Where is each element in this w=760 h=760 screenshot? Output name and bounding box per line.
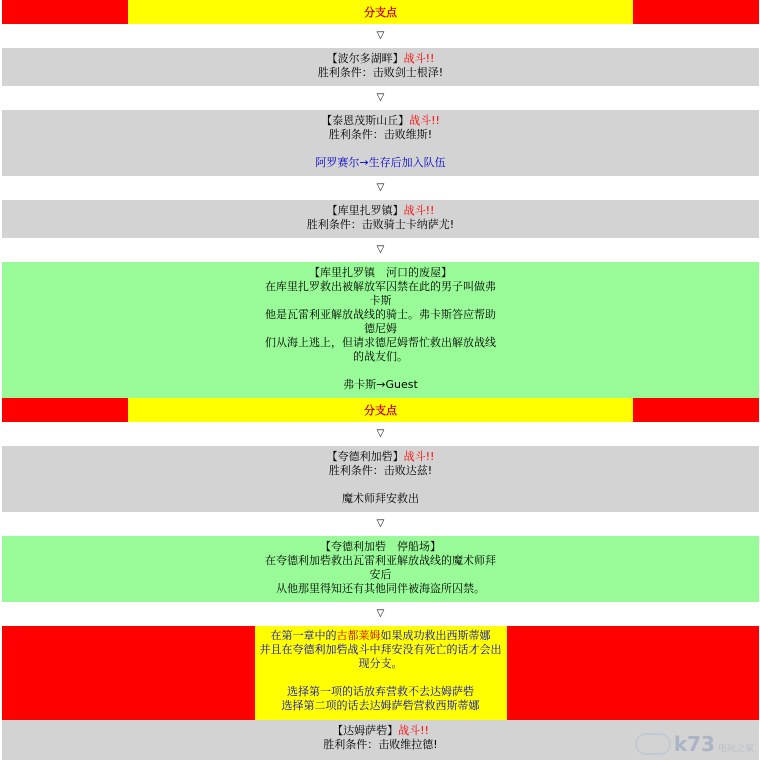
- highlight-place: 古都莱姆: [336, 629, 381, 642]
- gamepad-icon: [635, 733, 671, 755]
- stage-place: 【达姆萨砦】: [332, 724, 399, 737]
- event-text-2: 他是瓦雷利亚解放战线的骑士。弗卡斯答应帮助德尼姆: [265, 308, 496, 335]
- event-text-1: 在夸德利加砦救出瓦雷利亚解放战线的魔术师拜安后: [265, 554, 496, 581]
- event-kurizaro-ruined-house: [2, 262, 759, 398]
- victory-condition: 胜利条件：击败维斯!: [328, 128, 433, 141]
- victory-condition: 胜利条件：击败剑士根泽!: [317, 66, 444, 79]
- branch-condition-text: 并且在夸德利加砦战斗中拜安没有死亡的话才会出现分支。: [259, 643, 502, 670]
- branch-point-label: 分支点: [128, 398, 633, 422]
- event-text-2: 从他那里得知还有其他同伴被海盗所囚禁。: [276, 582, 485, 595]
- branch-point-band: [2, 398, 759, 422]
- event-text-3: 们从海上逃上，但请求德尼姆帮忙救出解放战线的战友们。: [265, 336, 496, 363]
- down-arrow-icon: ▽: [2, 86, 759, 110]
- event-title: 【夸德利加砦 停船场】: [320, 540, 441, 553]
- site-watermark: [635, 732, 754, 756]
- event-text-1: 在库里扎罗救出被解放军囚禁在此的男子叫做弗卡斯: [265, 280, 496, 307]
- stage-place: 【波尔多湖畔】: [326, 52, 404, 65]
- stage-place: 【泰恩茂斯山丘】: [321, 114, 410, 127]
- stage-bordeaux-lakeside: [2, 48, 759, 86]
- rescue-note: 魔术师拜安救出: [342, 492, 419, 505]
- battle-tag: 战斗!!: [403, 52, 435, 65]
- battle-tag: 战斗!!: [403, 450, 435, 463]
- branch-condition-box: 在第一章中的古都莱姆如果成功救出西斯蒂娜 并且在夸德利加砦战斗中拜安没有死亡的话才会出现分支。 选择第一项的话放弃营救不去达姆萨砦 选择第二项的话去达姆萨砦营救西斯蒂娜: [2, 626, 759, 720]
- stage-quadriga-fort: [2, 446, 759, 512]
- battle-tag: 战斗!!: [403, 204, 435, 217]
- event-quadriga-dock: [2, 536, 759, 602]
- stage-tynemouth-hill: [2, 110, 759, 176]
- branch-point-label: 分支点: [128, 0, 633, 24]
- walkthrough-flowchart: [2, 0, 759, 760]
- stage-place: 【夸德利加砦】: [326, 450, 404, 463]
- watermark-brand: k73: [673, 732, 715, 756]
- down-arrow-icon: ▽: [2, 238, 759, 262]
- branch-point-band: [2, 0, 759, 24]
- branch-option-1: 选择第一项的话放弃营救不去达姆萨砦: [287, 685, 474, 698]
- branch-option-2: 选择第二项的话去达姆萨砦营救西斯蒂娜: [281, 699, 480, 712]
- stage-kurizaro-town: [2, 200, 759, 238]
- join-note: 阿罗赛尔→生存后加入队伍: [315, 156, 446, 169]
- stage-place: 【库里扎罗镇】: [326, 204, 404, 217]
- battle-tag: 战斗!!: [409, 114, 440, 127]
- down-arrow-icon: ▽: [2, 176, 759, 200]
- victory-condition: 胜利条件：击败达兹!: [328, 464, 433, 477]
- victory-condition: 胜利条件：击败骑士卡纳萨尤!: [306, 218, 455, 231]
- victory-condition: 胜利条件：击败维拉德!: [323, 738, 438, 751]
- guest-note: 弗卡斯→Guest: [343, 378, 418, 391]
- down-arrow-icon: ▽: [2, 422, 759, 446]
- battle-tag: 战斗!!: [398, 724, 429, 737]
- event-title: 【库里扎罗镇 河口的废屋】: [309, 266, 452, 279]
- down-arrow-icon: ▽: [2, 24, 759, 48]
- watermark-sub: 电玩之家: [717, 743, 754, 754]
- down-arrow-icon: ▽: [2, 512, 759, 536]
- down-arrow-icon: ▽: [2, 602, 759, 626]
